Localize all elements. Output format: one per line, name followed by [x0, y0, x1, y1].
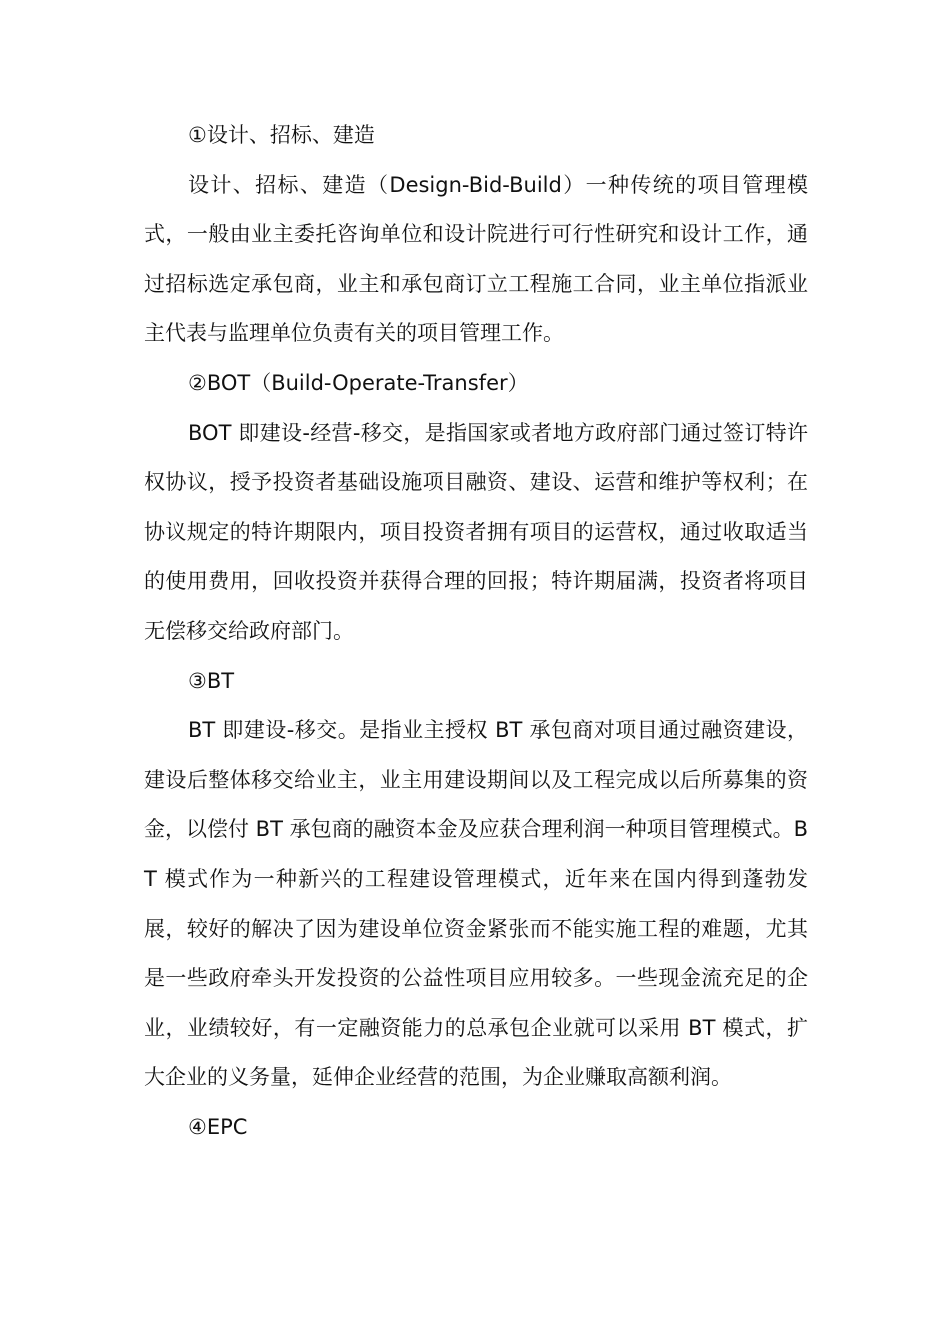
- section-heading-epc: ④EPC: [188, 1114, 248, 1139]
- document-body: [144, 111, 808, 1152]
- section-paragraph-bot: BOT 即建设-经营-移交，是指国家或者地方政府部门通过签订特许权协议，授予投资者基础设施项目融资、建设、运营和维护等权利；在协议规定的特许期限内，项目投资者拥有项目的运营权，通过收取适当的使用费用，回收投资并获得合理的回报；特许期届满，投资者将项目无偿移交给政府部门。: [144, 420, 808, 643]
- section-heading-bot: ②BOT（Build-Operate-Transfer）: [188, 370, 529, 395]
- section-heading-bt: ③BT: [188, 668, 235, 693]
- section-heading-design-bid-build: ①设计、招标、建造: [188, 123, 375, 147]
- section-paragraph-design-bid-build: 设计、招标、建造（Design-Bid-Build）一种传统的项目管理模式，一般由业主委托咨询单位和设计院进行可行性研究和设计工作，通过招标选定承包商，业主和承包商订立工程施工合同，业主单位指派业主代表与监理单位负责有关的项目管理工作。: [144, 172, 808, 346]
- section-paragraph-bt: BT 即建设-移交。是指业主授权 BT 承包商对项目通过融资建设，建设后整体移交给业主，业主用建设期间以及工程完成以后所募集的资金，以偿付 BT 承包商的融资本金及应获合理利润一种项目管理模式。BT 模式作为一种新兴的工程建设管理模式，近年来在国内得到蓬勃发展，较好的解决了因为建设单位资金紧张而不能实施工程的难题，尤其是一些政府牵头开发投资的公益性项目应用较多。一些现金流充足的企业，业绩较好，有一定融资能力的总承包企业就可以采用 BT 模式，扩大企业的义务量，延伸企业经营的范围，为企业赚取高额利润。: [144, 718, 808, 1090]
